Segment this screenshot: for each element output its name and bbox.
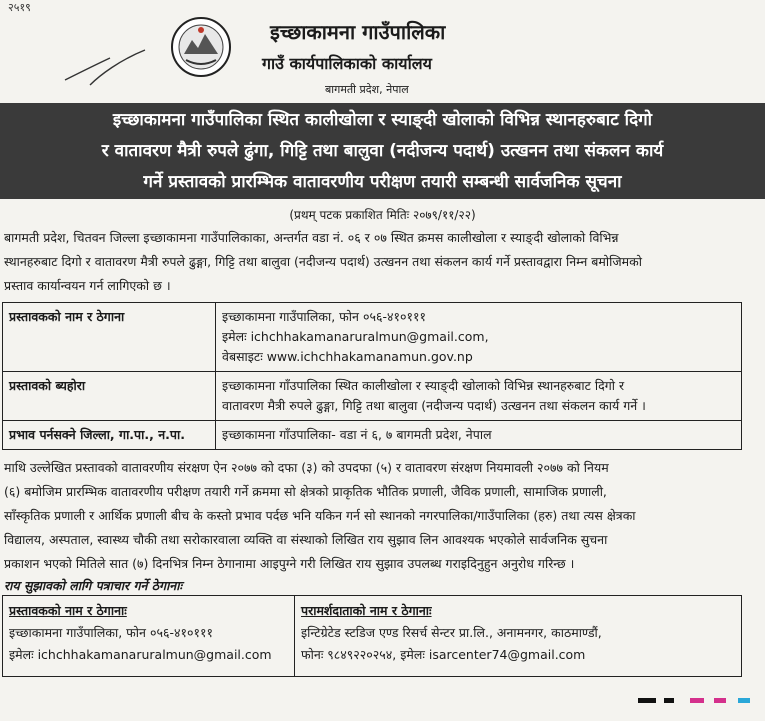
banner-line-1: इच्छाकामना गाउँपालिका स्थित कालीखोला र स्याङ्दी खोलाको विभिन्न स्थानहरुबाट दिगो [112, 110, 653, 130]
corner-handwritten-mark: २५१९ [8, 1, 31, 14]
province-location: बागमती प्रदेश, नेपाल [325, 83, 409, 96]
proposer-value [216, 303, 742, 372]
correspondence-label: राय सुझावको लागि पत्राचार गर्ने ठेगानाः [4, 578, 183, 593]
proposer-address-phone: इच्छाकामना गाउँपालिका, फोन ०५६-४१०१११ [9, 625, 213, 640]
proposer-address-column [3, 596, 295, 676]
consultant-address-column [295, 596, 741, 676]
body-line: साँस्कृतिक प्रणाली र आर्थिक प्रणाली बीच के कस्तो प्रभाव पर्दछ भनि यकिन गर्न सो स्थानको नगरपालिका/गाउँपालिका (हरु) तथा त्यस क्षेत्रका [4, 508, 636, 523]
proposer-phone: इच्छाकामना गाउँपालिका, फोन ०५६-४१०१११ [222, 309, 426, 324]
banner-line-3: गर्ने प्रस्तावको प्रारम्भिक वातावरणीय परीक्षण तयारी सम्बन्धी सार्वजनिक सूचना [143, 172, 622, 192]
print-mark-magenta [690, 698, 704, 703]
publication-date: (प्रथम् पटक प्रकाशित मितिः २०७९/११/२२) [289, 208, 476, 222]
body-line: प्रकाशन भएको मितिले सात (७) दिनभित्र निम्न ठेगानामा आइपुग्ने गरी लिखित राय सुझाव उपलब्ध गराइदिनुहुन अनुरोध गरिन्छ । [4, 556, 575, 571]
consultant-address-heading: परामर्शदाताको नाम र ठेगानाः [301, 603, 432, 618]
intro-line: प्रस्ताव कार्यान्वयन गर्न लागिएको छ । [4, 278, 171, 293]
description-line: वातावरण मैत्री रुपले ढुङ्गा, गिट्टि तथा बालुवा (नदीजन्य पदार्थ) उत्खनन तथा संकलन कार्य गर्ने । [222, 398, 646, 413]
proposer-email: इमेलः ichchhakamanaruralmun@gmail.com, [222, 329, 489, 344]
body-line: विद्यालय, अस्पताल, स्वास्थ्य चौकी तथा सरोकारवाला व्यक्ति वा संस्थाको लिखित राय सुझाव लिन आवश्यक भएकोले सार्वजनिक सुचना [4, 532, 608, 547]
pen-scribble-mark [60, 40, 150, 90]
affected-area-key: प्रभाव पर्नसक्ने जिल्ला, गा.पा., न.पा. [3, 421, 216, 450]
consultant-contact-line: फोनः ९८४९२२०२५४, इमेलः isarcenter74@gmail.com [301, 647, 586, 662]
proposal-info-table [2, 302, 742, 450]
intro-line: बागमती प्रदेश, चितवन जिल्ला इच्छाकामना गाउँपालिकाका, अन्तर्गत वडा नं. ०६ र ०७ स्थित क्रमस कालीखोला र स्याङ्दी खोलाको विभिन्न [4, 230, 619, 245]
proposal-description-value [216, 372, 742, 421]
notice-title-banner [0, 103, 765, 199]
proposer-website: वेबसाइटः www.ichchhakamanamun.gov.np [222, 349, 473, 364]
proposer-key: प्रस्तावकको नाम र ठेगाना [3, 303, 216, 372]
intro-line: स्थानहरुबाट दिगो र वातावरण मैत्री रुपले ढुङ्गा, गिट्टि तथा बालुवा (नदीजन्य पदार्थ) उत्खनन तथा संकलन कार्य गर्ने प्रस्तावद्वारा निम्न बमोजिमको [4, 254, 642, 269]
body-line: (६) बमोजिम प्रारम्भिक वातावरणीय परीक्षण तयारी गर्ने क्रममा सो क्षेत्रको प्राकृतिक भौतिक प्रणाली, जैविक प्रणाली, सामाजिक प्रणाली, [4, 484, 607, 499]
municipality-title: इच्छाकामना गाउँपालिका [270, 20, 446, 44]
proposer-address-heading: प्रस्तावकको नाम र ठेगानाः [9, 603, 127, 618]
correspondence-box [2, 595, 742, 677]
print-mark-black [638, 698, 656, 703]
proposer-address-email: इमेलः ichchhakamanaruralmun@gmail.com [9, 647, 272, 662]
table-row [3, 372, 742, 421]
intro-paragraph [4, 226, 759, 298]
body-paragraph [4, 456, 759, 576]
description-line: इच्छाकामना गाँउपालिका स्थित कालीखोला र स्याङ्दी खोलाको विभिन्न स्थानहरुबाट दिगो र [222, 378, 625, 393]
office-subtitle: गाउँ कार्यपालिकाको कार्यालय [262, 54, 432, 73]
print-mark-black [664, 698, 674, 703]
table-row [3, 303, 742, 372]
affected-area-value: इच्छाकामना गाँउपालिका- वडा नं ६, ७ बागमती प्रदेश, नेपाल [216, 421, 742, 450]
government-emblem-icon [170, 16, 232, 78]
body-line: माथि उल्लेखित प्रस्तावको वातावरणीय संरक्षण ऐन २०७७ को दफा (३) को उपदफा (५) र वातावरण संरक्षण नियमावली २०७७ को नियम [4, 460, 609, 475]
print-mark-cyan [738, 698, 750, 703]
banner-line-2: र वातावरण मैत्री रुपले ढुंगा, गिट्टि तथा बालुवा (नदीजन्य पदार्थ) उत्खनन तथा संकलन कार्य [101, 141, 664, 161]
print-mark-magenta [714, 698, 726, 703]
table-row [3, 421, 742, 450]
proposal-description-key: प्रस्तावको ब्यहोरा [3, 372, 216, 421]
consultant-address-line: इन्टिग्रेटेड स्टडिज एण्ड रिसर्च सेन्टर प्रा.लि., अनामनगर, काठमाण्डौं, [301, 625, 602, 640]
